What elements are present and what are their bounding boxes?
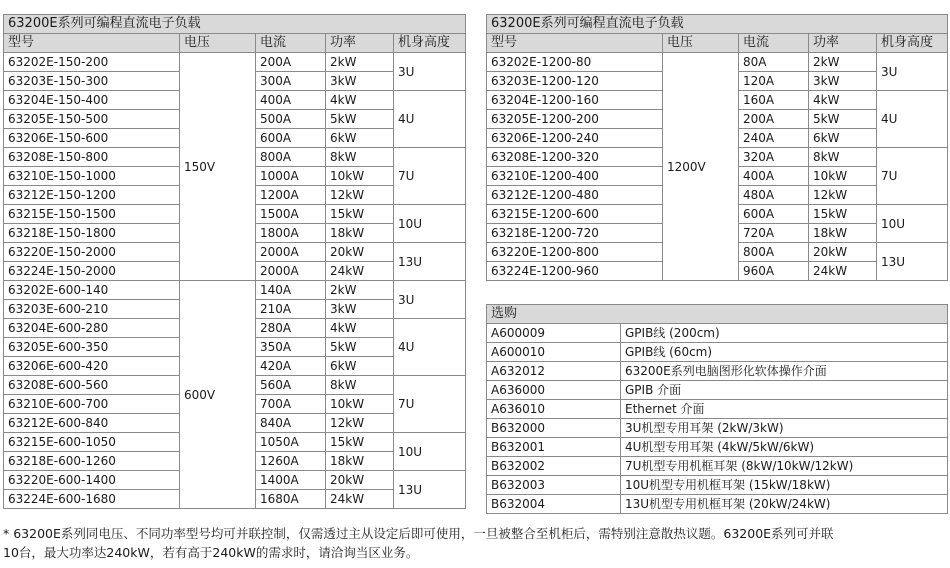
option-row: [487, 400, 948, 419]
cell-model: 63203E-150-300: [4, 72, 180, 91]
cell-current: 1050A: [256, 433, 326, 452]
table-row: [4, 281, 466, 300]
cell-current: 120A: [739, 72, 809, 91]
cell-current: 840A: [256, 414, 326, 433]
cell-voltage: 150V: [180, 53, 256, 281]
cell-power: 24kW: [809, 262, 877, 281]
cell-power: 18kW: [326, 224, 394, 243]
cell-power: 12kW: [326, 186, 394, 205]
cell-model: 63218E-600-1260: [4, 452, 180, 471]
header-height: 机身高度: [394, 34, 466, 53]
cell-power: 8kW: [326, 148, 394, 167]
option-code: B632004: [487, 495, 621, 514]
cell-model: 63224E-600-1680: [4, 490, 180, 509]
cell-current: 1000A: [256, 167, 326, 186]
cell-height: 3U: [394, 53, 466, 91]
cell-model: 63220E-150-2000: [4, 243, 180, 262]
cell-current: 140A: [256, 281, 326, 300]
cell-power: 8kW: [326, 376, 394, 395]
cell-height: 3U: [394, 281, 466, 319]
cell-model: 63203E-600-210: [4, 300, 180, 319]
cell-current: 300A: [256, 72, 326, 91]
option-row: [487, 362, 948, 381]
cell-current: 800A: [739, 243, 809, 262]
cell-current: 210A: [256, 300, 326, 319]
cell-current: 160A: [739, 91, 809, 110]
cell-current: 420A: [256, 357, 326, 376]
cell-current: 350A: [256, 338, 326, 357]
cell-model: 63205E-150-500: [4, 110, 180, 129]
option-code: A636000: [487, 381, 621, 400]
footnote-line-2: 10台，最大功率达240kW，若有高于240kW的需求时，请洽询当区业务。: [3, 545, 419, 560]
cell-power: 10kW: [809, 167, 877, 186]
cell-height: 3U: [877, 53, 948, 91]
cell-model: 63204E-600-280: [4, 319, 180, 338]
cell-model: 63215E-150-1500: [4, 205, 180, 224]
cell-power: 10kW: [326, 395, 394, 414]
cell-current: 2000A: [256, 262, 326, 281]
option-description: 4U机型专用耳架 (4kW/5kW/6kW): [621, 438, 948, 457]
option-code: A600010: [487, 343, 621, 362]
cell-height: 13U: [394, 471, 466, 509]
cell-current: 600A: [256, 129, 326, 148]
cell-current: 80A: [739, 53, 809, 72]
option-row: [487, 381, 948, 400]
cell-model: 63202E-150-200: [4, 53, 180, 72]
cell-voltage: 1200V: [663, 53, 739, 281]
header-model: 型号: [487, 34, 663, 53]
cell-power: 3kW: [326, 72, 394, 91]
option-row: [487, 419, 948, 438]
cell-power: 6kW: [326, 357, 394, 376]
option-row: [487, 438, 948, 457]
header-power: 功率: [326, 34, 394, 53]
cell-power: 5kW: [326, 110, 394, 129]
cell-model: 63215E-1200-600: [487, 205, 663, 224]
cell-power: 15kW: [326, 433, 394, 452]
cell-model: 63203E-1200-120: [487, 72, 663, 91]
option-row: [487, 476, 948, 495]
cell-height: 10U: [394, 433, 466, 471]
header-current: 电流: [256, 34, 326, 53]
cell-power: 18kW: [326, 452, 394, 471]
cell-model: 63218E-1200-720: [487, 224, 663, 243]
cell-power: 6kW: [326, 129, 394, 148]
cell-model: 63208E-600-560: [4, 376, 180, 395]
table-title: 63200E系列可编程直流电子负载: [4, 15, 466, 34]
cell-power: 20kW: [809, 243, 877, 262]
cell-power: 5kW: [326, 338, 394, 357]
option-description: 13U机型专用机框耳架 (20kW/24kW): [621, 495, 948, 514]
options-table: [486, 304, 948, 514]
option-code: A632012: [487, 362, 621, 381]
cell-power: 18kW: [809, 224, 877, 243]
cell-power: 15kW: [809, 205, 877, 224]
cell-power: 4kW: [326, 91, 394, 110]
option-description: 7U机型专用机框耳架 (8kW/10kW/12kW): [621, 457, 948, 476]
cell-height: 4U: [394, 91, 466, 148]
cell-power: 20kW: [326, 243, 394, 262]
header-current: 电流: [739, 34, 809, 53]
option-description: GPIB 介面: [621, 381, 948, 400]
cell-current: 800A: [256, 148, 326, 167]
option-row: [487, 495, 948, 514]
cell-model: 63206E-1200-240: [487, 129, 663, 148]
cell-current: 1400A: [256, 471, 326, 490]
option-row: [487, 457, 948, 476]
cell-model: 63212E-600-840: [4, 414, 180, 433]
cell-current: 500A: [256, 110, 326, 129]
cell-height: 4U: [394, 319, 466, 376]
spec-table-150v-600v: [3, 14, 466, 509]
option-code: A600009: [487, 324, 621, 343]
options-title: 选购: [487, 305, 948, 324]
cell-current: 240A: [739, 129, 809, 148]
cell-model: 63210E-600-700: [4, 395, 180, 414]
cell-power: 3kW: [809, 72, 877, 91]
option-code: B632001: [487, 438, 621, 457]
cell-current: 1260A: [256, 452, 326, 471]
cell-model: 63208E-150-800: [4, 148, 180, 167]
table-row: [4, 53, 466, 72]
cell-model: 63204E-1200-160: [487, 91, 663, 110]
footnote: [3, 524, 947, 562]
cell-current: 400A: [739, 167, 809, 186]
cell-current: 200A: [256, 53, 326, 72]
spec-table-1200v: [486, 14, 948, 281]
cell-model: 63202E-1200-80: [487, 53, 663, 72]
cell-height: 7U: [394, 376, 466, 433]
cell-power: 4kW: [326, 319, 394, 338]
cell-model: 63210E-1200-400: [487, 167, 663, 186]
cell-current: 200A: [739, 110, 809, 129]
cell-height: 13U: [877, 243, 948, 281]
cell-model: 63210E-150-1000: [4, 167, 180, 186]
cell-current: 400A: [256, 91, 326, 110]
cell-power: 24kW: [326, 262, 394, 281]
cell-power: 3kW: [326, 300, 394, 319]
cell-model: 63212E-150-1200: [4, 186, 180, 205]
cell-power: 6kW: [809, 129, 877, 148]
cell-power: 2kW: [326, 53, 394, 72]
cell-model: 63206E-600-420: [4, 357, 180, 376]
cell-model: 63206E-150-600: [4, 129, 180, 148]
cell-model: 63220E-1200-800: [487, 243, 663, 262]
cell-height: 7U: [394, 148, 466, 205]
option-row: [487, 324, 948, 343]
cell-model: 63215E-600-1050: [4, 433, 180, 452]
cell-current: 1500A: [256, 205, 326, 224]
cell-model: 63204E-150-400: [4, 91, 180, 110]
header-model: 型号: [4, 34, 180, 53]
header-voltage: 电压: [663, 34, 739, 53]
cell-power: 2kW: [809, 53, 877, 72]
option-description: 10U机型专用机框耳架 (15kW/18kW): [621, 476, 948, 495]
option-description: GPIB线 (200cm): [621, 324, 948, 343]
cell-current: 2000A: [256, 243, 326, 262]
cell-power: 24kW: [326, 490, 394, 509]
cell-model: 63202E-600-140: [4, 281, 180, 300]
cell-power: 2kW: [326, 281, 394, 300]
option-code: B632002: [487, 457, 621, 476]
option-row: [487, 343, 948, 362]
option-description: 3U机型专用耳架 (2kW/3kW): [621, 419, 948, 438]
cell-power: 15kW: [326, 205, 394, 224]
cell-current: 600A: [739, 205, 809, 224]
cell-model: 63205E-600-350: [4, 338, 180, 357]
cell-current: 1800A: [256, 224, 326, 243]
cell-model: 63220E-600-1400: [4, 471, 180, 490]
cell-power: 20kW: [326, 471, 394, 490]
cell-current: 480A: [739, 186, 809, 205]
option-code: A636010: [487, 400, 621, 419]
header-power: 功率: [809, 34, 877, 53]
cell-height: 7U: [877, 148, 948, 205]
cell-current: 1680A: [256, 490, 326, 509]
cell-height: 10U: [394, 205, 466, 243]
cell-height: 13U: [394, 243, 466, 281]
cell-current: 700A: [256, 395, 326, 414]
cell-current: 1200A: [256, 186, 326, 205]
cell-model: 63205E-1200-200: [487, 110, 663, 129]
cell-voltage: 600V: [180, 281, 256, 509]
cell-model: 63212E-1200-480: [487, 186, 663, 205]
cell-height: 10U: [877, 205, 948, 243]
table-row: [487, 53, 948, 72]
table-title: 63200E系列可编程直流电子负载: [487, 15, 948, 34]
cell-model: 63224E-150-2000: [4, 262, 180, 281]
option-description: Ethernet 介面: [621, 400, 948, 419]
option-description: GPIB线 (60cm): [621, 343, 948, 362]
cell-current: 320A: [739, 148, 809, 167]
footnote-line-1: * 63200E系列同电压、不同功率型号均可并联控制，仅需透过主从设定后即可使用，一旦被整合至机柜后，需特别注意散热议题。63200E系列可并联: [3, 526, 834, 541]
cell-current: 280A: [256, 319, 326, 338]
option-code: B632003: [487, 476, 621, 495]
cell-current: 960A: [739, 262, 809, 281]
cell-model: 63208E-1200-320: [487, 148, 663, 167]
cell-power: 5kW: [809, 110, 877, 129]
option-description: 63200E系列电脑图形化软体操作介面: [621, 362, 948, 381]
cell-power: 10kW: [326, 167, 394, 186]
cell-power: 12kW: [326, 414, 394, 433]
option-code: B632000: [487, 419, 621, 438]
cell-power: 8kW: [809, 148, 877, 167]
cell-power: 12kW: [809, 186, 877, 205]
cell-power: 4kW: [809, 91, 877, 110]
cell-model: 63224E-1200-960: [487, 262, 663, 281]
cell-model: 63218E-150-1800: [4, 224, 180, 243]
cell-current: 560A: [256, 376, 326, 395]
header-height: 机身高度: [877, 34, 948, 53]
cell-height: 4U: [877, 91, 948, 148]
cell-current: 720A: [739, 224, 809, 243]
header-voltage: 电压: [180, 34, 256, 53]
